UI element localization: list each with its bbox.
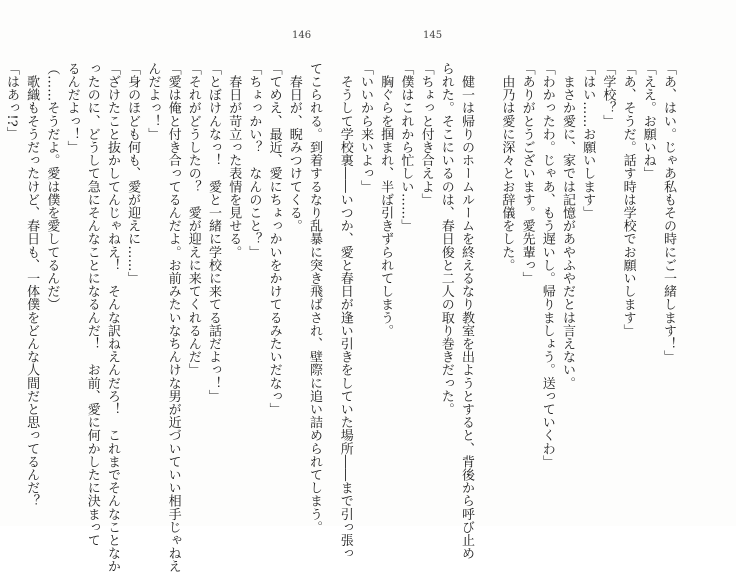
text-line: 胸ぐらを掴まれ、半ば引きずられてしまう。	[378, 62, 394, 338]
right-page-text	[337, 62, 678, 560]
text-line: 「わかったわ。じゃあ、もう遅いし。帰りましょう。送っていくわ」	[539, 62, 555, 469]
blank-line	[476, 62, 496, 502]
text-line: 「ちょっと付き合えよ」	[418, 62, 434, 207]
text-line: ったのに、どうして急にそんなことになるんだ！ お前、愛に何かしたに決まって	[84, 62, 100, 547]
text-line: 「愛は俺と付き合ってるんだよ。お前みたいなちんけな男が近づいていい相手じゃねえ	[165, 62, 181, 573]
text-line: てこられる。到着するなり乱暴に突き飛ばされ、壁際に追い詰められてしまう。	[307, 62, 322, 534]
text-line: 「僕はこれから忙しい……」	[398, 62, 414, 233]
text-line: （……そうだよ。愛は僕を愛してるんだ）	[44, 62, 60, 311]
page-number-left: 146	[292, 30, 312, 41]
text-line: 「ちょっかい？ なんのこと？」	[246, 62, 262, 259]
text-line: 「いいから来いよっ」	[357, 62, 373, 193]
text-line: 「ざけたこと抜かしてんじゃねえ！ そんな訳ねえんだろ！ これまでそんなことなか	[104, 62, 120, 573]
text-line	[0, 62, 1, 502]
text-line: 健一は帰りのホームルームを終えるなり教室を出ようとすると、背後から呼び止め	[458, 62, 474, 560]
text-line: 「学校？」	[600, 62, 616, 128]
text-line: 「ええ。お願いね」	[640, 62, 656, 180]
text-line: 「あ、そうだ。話す時は学校でお願いします」	[620, 62, 636, 338]
text-line: 「身のほども何も、愛が迎えに……」	[125, 62, 141, 285]
text-line: 「てめえ、最近、愛にちょっかいをかけてるみたいだなっ」	[266, 62, 282, 416]
text-line: そうして学校裏――いつか、愛と春日が逢い引きをしていた場所――まで引っ張っ	[337, 62, 353, 560]
text-line: まさか愛に、家では記憶があやふやだとは言えない。	[559, 62, 575, 390]
text-line: 春日が、睨みつけてくる。	[286, 62, 302, 233]
text-line: 「はあっ!?」	[3, 62, 19, 140]
text-line: 由乃は愛に深々とお辞儀をした。	[499, 62, 515, 272]
text-line: 「あ、はい。じゃあ私もその時にご一緒します！」	[661, 62, 676, 364]
left-page-text	[3, 62, 324, 573]
text-line: 「はい……お願いします」	[580, 62, 596, 220]
text-line: 「それがどうしたの？ 愛が迎えに来てくれるんだ」	[185, 62, 201, 377]
text-line: 「とぼけんなっ！ 愛と一緒に学校に来てる話だよっ！」	[205, 62, 221, 403]
right-page	[337, 0, 736, 560]
text-line: 「ありがとうございます。愛先輩っ」	[519, 62, 535, 285]
page-number-right: 145	[423, 30, 443, 41]
text-line: られた。そこにいるのは、春日俊と二人の取り巻きだった。	[438, 62, 454, 416]
text-line: んだよっ！」	[145, 62, 161, 141]
text-line: るんだよっ！」	[64, 62, 80, 154]
text-line: 春日が苛立った表情を見せる。	[226, 62, 242, 259]
text-line: 歌織もそうだったけど、春日も、一体僕をどんな人間だと思ってるんだ？	[24, 62, 40, 508]
